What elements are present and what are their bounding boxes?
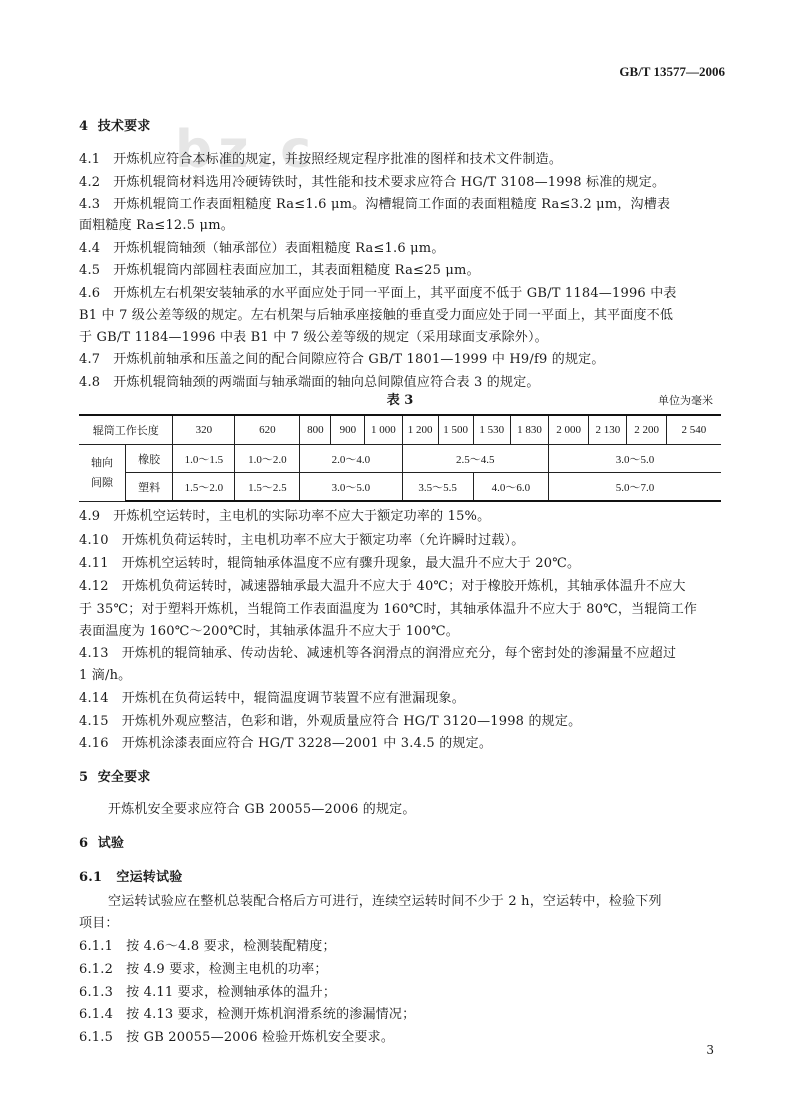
- clause-4-13-line1: 4.13 开炼机的辊筒轴承、传动齿轮、减速机等各润滑点的润滑应充分，每个密封处的渗漏量不应超过: [79, 646, 677, 661]
- table-unit: 单位为毫米: [658, 394, 713, 407]
- section-5-body: 开炼机安全要求应符合 GB 20055—2006 的规定。: [108, 802, 416, 817]
- clause-4-3-line2: 面粗糙度 Ra≤12.5 μm。: [79, 218, 234, 233]
- len-cell: 620: [235, 415, 300, 445]
- value-cell: 3.0～5.0: [300, 473, 402, 502]
- value-cell: 3.5～5.5: [402, 473, 473, 502]
- value-cell: 2.5～4.5: [402, 445, 549, 473]
- clause-6-1-body-line1: 空运转试验应在整机总装配合格后方可进行，连续空运转时间不少于 2 h，空运转中，检验下列: [108, 894, 662, 909]
- clause-4-1: 4.1 开炼机应符合本标准的规定，并按照经规定程序批准的图样和技术文件制造。: [79, 152, 563, 167]
- value-cell: 1.5～2.5: [235, 473, 300, 502]
- clause-4-14: 4.14 开炼机在负荷运转中，辊筒温度调节装置不应有泄漏现象。: [79, 691, 465, 706]
- clause-4-6-line1: 4.6 开炼机左右机架安装轴承的水平面应处于同一平面上，其平面度不低于 GB/T 1184—1996 中表: [79, 286, 677, 301]
- value-cell: 5.0～7.0: [549, 473, 721, 502]
- len-cell: 2 540: [666, 415, 721, 445]
- value-cell: 1.0～2.0: [235, 445, 300, 473]
- clause-4-4: 4.4 开炼机辊筒轴颈（轴承部位）表面粗糙度 Ra≤1.6 μm。: [79, 241, 445, 256]
- clause-6-1-5: 6.1.5 按 GB 20055—2006 检验开炼机安全要求。: [79, 1030, 395, 1045]
- len-cell: 1 530: [473, 415, 510, 445]
- len-cell: 2 200: [627, 415, 666, 445]
- len-cell: 1 200: [402, 415, 438, 445]
- standard-header: GB/T 13577—2006: [619, 64, 725, 79]
- len-cell: 2 000: [549, 415, 589, 445]
- section-4-heading: 4 技术要求: [79, 119, 151, 134]
- clause-4-3-line1: 4.3 开炼机辊筒工作表面粗糙度 Ra≤1.6 μm。沟槽辊筒工作面的表面粗糙度 Ra≤3.2 μm，沟槽表: [79, 197, 671, 212]
- section-6-heading: 6 试验: [79, 836, 125, 851]
- clause-4-12-line1: 4.12 开炼机负荷运转时，减速器轴承最大温升不应大于 40℃；对于橡胶开炼机，其轴承体温升不应大: [79, 579, 686, 594]
- clause-4-6-line3: 于 GB/T 1184—1996 中表 B1 中 7 级公差等级的规定（采用球面支承除外）。: [79, 330, 548, 345]
- row-label: 辊筒工作长度: [79, 415, 173, 445]
- value-cell: 1.0～1.5: [173, 445, 235, 473]
- len-cell: 900: [331, 415, 365, 445]
- page-number: 3: [706, 1043, 714, 1057]
- clause-6-1-1: 6.1.1 按 4.6～4.8 要求，检测装配精度；: [79, 939, 336, 954]
- watermark: bz.c: [175, 120, 318, 180]
- clause-6-1-3: 6.1.3 按 4.11 要求，检测轴承体的温升；: [79, 985, 337, 1000]
- clause-4-15: 4.15 开炼机外观应整洁，色彩和谐，外观质量应符合 HG/T 3120—1998 的规定。: [79, 714, 582, 729]
- clause-4-11: 4.11 开炼机空运转时，辊筒轴承体温度不应有骤升现象，最大温升不应大于 20℃。: [79, 556, 581, 571]
- len-cell: 1 830: [510, 415, 548, 445]
- clause-4-16: 4.16 开炼机涂漆表面应符合 HG/T 3228—2001 中 3.4.5 的规定。: [79, 736, 493, 751]
- plastic-label: 塑料: [125, 473, 172, 502]
- table-caption: 表 3: [386, 393, 414, 408]
- value-cell: 2.0～4.0: [300, 445, 402, 473]
- clause-4-12-line2: 于 35℃；对于塑料开炼机，当辊筒工作表面温度为 160℃时，其轴承体温升不应大于 80℃，当辊筒工作: [79, 602, 698, 617]
- len-cell: 1 000: [365, 415, 402, 445]
- value-cell: 3.0～5.0: [549, 445, 721, 473]
- len-cell: 320: [173, 415, 235, 445]
- clause-4-10: 4.10 开炼机负荷运转时，主电机功率不应大于额定功率（允许瞬时过载）。: [79, 533, 525, 548]
- value-cell: 4.0～6.0: [473, 473, 548, 502]
- clause-4-8: 4.8 开炼机辊筒轴颈的两端面与轴承端面的轴向总间隙值应符合表 3 的规定。: [79, 375, 540, 390]
- len-cell: 1 500: [438, 415, 473, 445]
- side-label: 轴向 间隙: [79, 445, 125, 502]
- clause-6-1-heading: 6.1 空运转试验: [79, 870, 183, 885]
- clause-4-2: 4.2 开炼机辊筒材料选用冷硬铸铁时，其性能和技术要求应符合 HG/T 3108—1998 标准的规定。: [79, 175, 666, 190]
- clause-4-6-line2: B1 中 7 级公差等级的规定。左右机架与后轴承座接触的垂直受力面应处于同一平面上，其平面度不低: [79, 308, 674, 323]
- clause-4-12-line3: 表面温度为 160℃～200℃时，其轴承体温升不应大于 100℃。: [79, 624, 459, 639]
- len-cell: 800: [300, 415, 331, 445]
- clearance-table: [79, 414, 721, 502]
- len-cell: 2 130: [589, 415, 627, 445]
- clause-4-13-line2: 1 滴/h。: [79, 668, 132, 683]
- clause-6-1-4: 6.1.4 按 4.13 要求，检测开炼机润滑系统的渗漏情况；: [79, 1007, 416, 1022]
- section-5-heading: 5 安全要求: [79, 770, 151, 785]
- rubber-label: 橡胶: [125, 445, 172, 473]
- value-cell: 1.5～2.0: [173, 473, 235, 502]
- clause-6-1-body-line2: 项目：: [79, 916, 119, 931]
- clause-6-1-2: 6.1.2 按 4.9 要求，检测主电机的功率；: [79, 962, 328, 977]
- clause-4-5: 4.5 开炼机辊筒内部圆柱表面应加工，其表面粗糙度 Ra≤25 μm。: [79, 263, 480, 278]
- clause-4-7: 4.7 开炼机前轴承和压盖之间的配合间隙应符合 GB/T 1801—1999 中 H9/f9 的规定。: [79, 352, 605, 367]
- clause-4-9: 4.9 开炼机空运转时，主电机的实际功率不应大于额定功率的 15%。: [79, 509, 491, 524]
